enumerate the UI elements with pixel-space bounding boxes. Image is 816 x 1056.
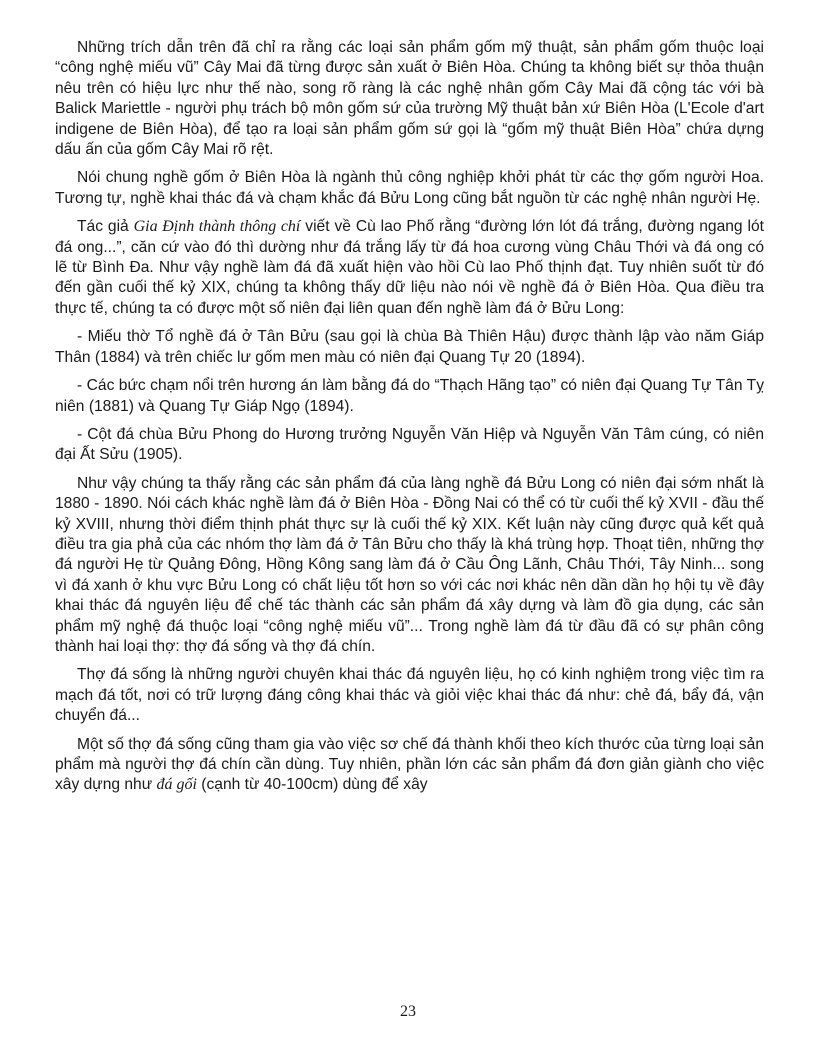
paragraph-9-lead: Một số thợ đá sống cũng tham gia vào việc sơ chế đá thành khối theo kích thước của từng loại sản phẩm mà người thợ đá chín cần dùng. Tuy nhiên, phần lớn các sản phẩm đá đơn giản giành cho việc xây dựng như (55, 735, 764, 794)
paragraph-2: Nói chung nghề gốm ở Biên Hòa là ngành thủ công nghiệp khởi phát từ các thợ gốm người Hoa. Tương tự, nghề khai thác đá và chạm khắc đá Bửu Long cũng bắt nguồn từ các nghệ nhân người Hẹ. (55, 169, 764, 207)
book-title-italic: Gia Định thành thông chí (133, 218, 301, 236)
paragraph-8: Thợ đá sống là những người chuyên khai thác đá nguyên liệu, họ có kinh nghiệm trong việc tìm ra mạch đá tốt, nơi có trữ lượng đáng công khai thác và giỏi việc khai thác đá như: chẻ đá, bẩy đá, vận chuyển đá... (55, 666, 764, 725)
list-item-temple: - Miếu thờ Tổ nghề đá ở Tân Bửu (sau gọi là chùa Bà Thiên Hậu) được thành lập vào năm Giáp Thân (1884) và trên chiếc lư gốm men màu có niên đại Quang Tự 20 (1894). (55, 328, 764, 366)
page-number: 23 (400, 1003, 416, 1020)
paragraph-3-lead: Tác giả (77, 218, 134, 236)
paragraph-1: Những trích dẫn trên đã chỉ ra rằng các loại sản phẩm gốm mỹ thuật, sản phẩm gốm thuộc loại “công nghệ miếu vũ” Cây Mai đã từng được sản xuất ở Biên Hòa. Chúng ta không biết sự thỏa thuận nêu trên có hiệu lực như thế nào, song rõ ràng là các nghệ nhân gốm Cây Mai đã cộng tác với bà Balick Mariettle - người phụ trách bộ môn gốm sứ của trường Mỹ thuật bản xứ Biên Hòa (L'Ecole d'art indigene de Biên Hòa), để tạo ra loại sản phẩm gốm sứ gọi là “gốm mỹ thuật Biên Hòa” chứa dựng dấu ấn của gốm Cây Mai rõ rệt. (55, 39, 764, 159)
paragraph-9-rest: (cạnh từ 40-100cm) dùng để xây (196, 776, 428, 794)
list-item-pillar: - Cột đá chùa Bửu Phong do Hương trưởng Nguyễn Văn Hiệp và Nguyễn Văn Tâm cúng, có niên đại Ất Sửu (1905). (55, 425, 764, 464)
paragraph-3-rest: viết về Cù lao Phố rằng “đường lớn lót đá trắng, đường ngang lót đá ong...”, căn cứ vào đó thì dường như đá trắng lấy từ đá hoa cương vùng Châu Thới và đá ong có lẽ từ Bình Đa. Như vậy nghề làm đá đã xuất hiện vào hồi Cù lao Phố thịnh đạt. Tuy nhiên suốt từ đó đến gần cuối thế kỷ XIX, chúng ta không thấy dữ liệu nào nói về nghề đá ở Biên Hòa. Qua điều tra thực tế, chúng ta có được một số niên đại liên quan đến nghề làm đá ở Bửu Long: (55, 218, 764, 317)
paragraph-7: Như vậy chúng ta thấy rằng các sản phẩm đá của làng nghề đá Bửu Long có niên đại sớm nhất là 1880 - 1890. Nói cách khác nghề làm đá ở Biên Hòa - Đồng Nai có thể có từ cuối thế kỷ XVII - đầu thế kỷ XVIII, nhưng thời điểm thịnh phát thực sự là cuối thế kỷ XIX. Kết luận này cũng được quả kết quả điều tra gia phả của các nhóm thợ làm đá ở Tân Bửu cho thấy là khá trùng hợp. Thoạt tiên, những thợ đá người Hẹ từ Quảng Đông, Hồng Kông sang làm đá ở Cầu Ông Lãnh, Châu Thới, Tây Ninh... song vì đá xanh ở khu vực Bửu Long có chất liệu tốt hơn so với các nơi khác nên dần dần họ hội tụ về đây khai thác đá nguyên liệu để chế tác thành các sản phẩm đá xây dựng và làm đồ gia dụng, các sản phẩm mỹ nghệ đá thuộc loại “công nghệ miếu vũ”... Trong nghề làm đá từ đầu đã có sự phân công thành hai loại thợ: thợ đá sống và thợ đá chín. (55, 474, 764, 655)
term-italic: đá gối (156, 776, 197, 794)
paragraph-3 (55, 217, 764, 319)
list-item-altar: - Các bức chạm nổi trên hương án làm bằng đá do “Thạch Hãng tạo” có niên đại Quang Tự Tân Tỵ niên (1881) và Quang Tự Giáp Ngọ (1894). (55, 377, 764, 415)
page-body (55, 38, 764, 804)
paragraph-9 (55, 735, 764, 796)
